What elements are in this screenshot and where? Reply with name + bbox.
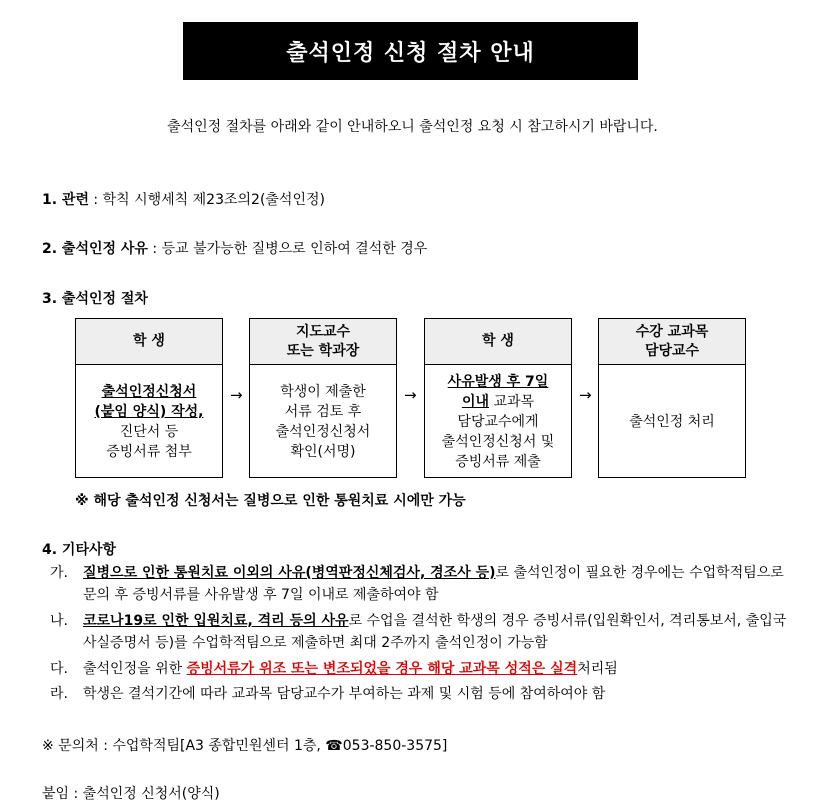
- section-1: [42, 189, 325, 209]
- list-item-text: 출석인정을 위한: [83, 661, 187, 677]
- list-item-marker: 가.: [50, 565, 68, 581]
- flow-box-text: 서류 검토 후: [284, 404, 362, 420]
- flow-box-body: [599, 365, 745, 479]
- flow-box-header: [599, 319, 745, 365]
- flow-box-text: 증빙서류 첨부: [106, 444, 192, 460]
- flow-box-underline-text: 이내: [461, 394, 490, 410]
- section-4-label: 4. 기타사항: [42, 542, 117, 558]
- arrow-right: →: [404, 386, 417, 404]
- flow-box-underline-text: (붙임 양식) 작성,: [94, 404, 204, 420]
- flow-box-text: 출석인정신청서: [275, 424, 371, 440]
- list-item-text: 처리됨: [577, 661, 618, 677]
- section-3-label: 3. 출석인정 절차: [42, 291, 148, 307]
- flow-box-text: 증빙서류 제출: [455, 454, 541, 470]
- flow-box-text: 진단서 등: [119, 424, 179, 440]
- flow-box-body: [76, 365, 222, 479]
- flow-box-header: [250, 319, 396, 365]
- list-item: [50, 683, 790, 705]
- flow-box-text: 출석인정 처리: [629, 414, 715, 430]
- flow-box-underline-text: 사유발생 후 7일: [447, 374, 549, 390]
- flow-box-header-line: 담당교수: [644, 342, 700, 359]
- list-item-warning: 증빙서류가 위조 또는 변조되었을 경우 해당 교과목 성적은 실격: [186, 661, 578, 677]
- list-item-underline: 코로나19로 인한 입원치료, 격리 등의 사유: [83, 613, 349, 629]
- list-item-text: 로 수업을 결석한 학생의 경우 증빙서류(입원확인서, 격리통보서, 출입국사실증명서 등)를 수업학적팀으로 제출하면 최대 2주까지 출석인정이 가능함: [83, 613, 787, 651]
- list-item: [50, 610, 790, 654]
- intro-text: 출석인정 절차를 아래와 같이 안내하오니 출석인정 요청 시 참고하시기 바랍니다.: [167, 119, 658, 135]
- flow-box-advisor: [249, 318, 397, 478]
- flow-box-student-2: [424, 318, 572, 478]
- flow-box-text: 교과목: [489, 394, 535, 410]
- list-item-text: 로 출석인정이 필요한 경우에는 수업학적팀으로 문의 후 증빙서류를 사유발생 후 7일 이내로 제출하여야 함: [83, 565, 784, 603]
- flow-box-header: 학 생: [76, 319, 222, 365]
- list-item-marker: 다.: [50, 661, 68, 677]
- flow-box-header-line: 수강 교과목: [635, 323, 709, 340]
- flow-box-student-1: [75, 318, 223, 478]
- list-item: [50, 658, 790, 680]
- flow-box-header-line: 또는 학과장: [286, 342, 360, 359]
- section-2-label: 2. 출석인정 사유: [42, 241, 148, 257]
- list-item-underline: 질병으로 인한 통원치료 이외의 사유(병역판정신체검사, 경조사 등): [83, 565, 496, 581]
- section-1-label: 1. 관련: [42, 192, 89, 208]
- flow-box-underline-text: 출석인정신청서: [101, 384, 197, 400]
- section-3: [42, 288, 148, 308]
- attachment-note: 붙임 : 출석인정 신청서(양식): [42, 786, 220, 802]
- section-2-text: : 등교 불가능한 질병으로 인하여 결석한 경우: [147, 241, 428, 257]
- section-1-text: : 학칙 시행세칙 제23조의2(출석인정): [88, 192, 325, 208]
- arrow-right: →: [230, 386, 243, 404]
- flow-box-text: 담당교수에게: [457, 414, 539, 430]
- list-item-marker: 나.: [50, 613, 68, 629]
- note: ※ 해당 출석인정 신청서는 질병으로 인한 통원치료 시에만 가능: [75, 493, 466, 509]
- flow-box-text: 학생이 제출한: [280, 384, 366, 400]
- flow-box-body: [425, 365, 571, 479]
- flow-box-header: 학 생: [425, 319, 571, 365]
- flow-box-body: [250, 365, 396, 479]
- flow-box-text: 출석인정신청서 및: [441, 434, 555, 450]
- contact-info: ※ 문의처 : 수업학적팀[A3 종합민원센터 1층, ☎053-850-3575]: [42, 738, 448, 754]
- page-title: 출석인정 신청 절차 안내: [183, 22, 638, 80]
- list-item-marker: 라.: [50, 686, 68, 702]
- list-item-text: 학생은 결석기간에 따라 교과목 담당교수가 부여하는 과제 및 시험 등에 참여하여야 함: [83, 686, 606, 702]
- section-2: [42, 238, 427, 258]
- section-4: [42, 539, 116, 559]
- flow-box-professor: [598, 318, 746, 478]
- flow-box-header-line: 지도교수: [295, 323, 351, 340]
- flow-box-text: 확인(서명): [290, 444, 356, 460]
- list-item: [50, 562, 790, 606]
- arrow-right: →: [579, 386, 592, 404]
